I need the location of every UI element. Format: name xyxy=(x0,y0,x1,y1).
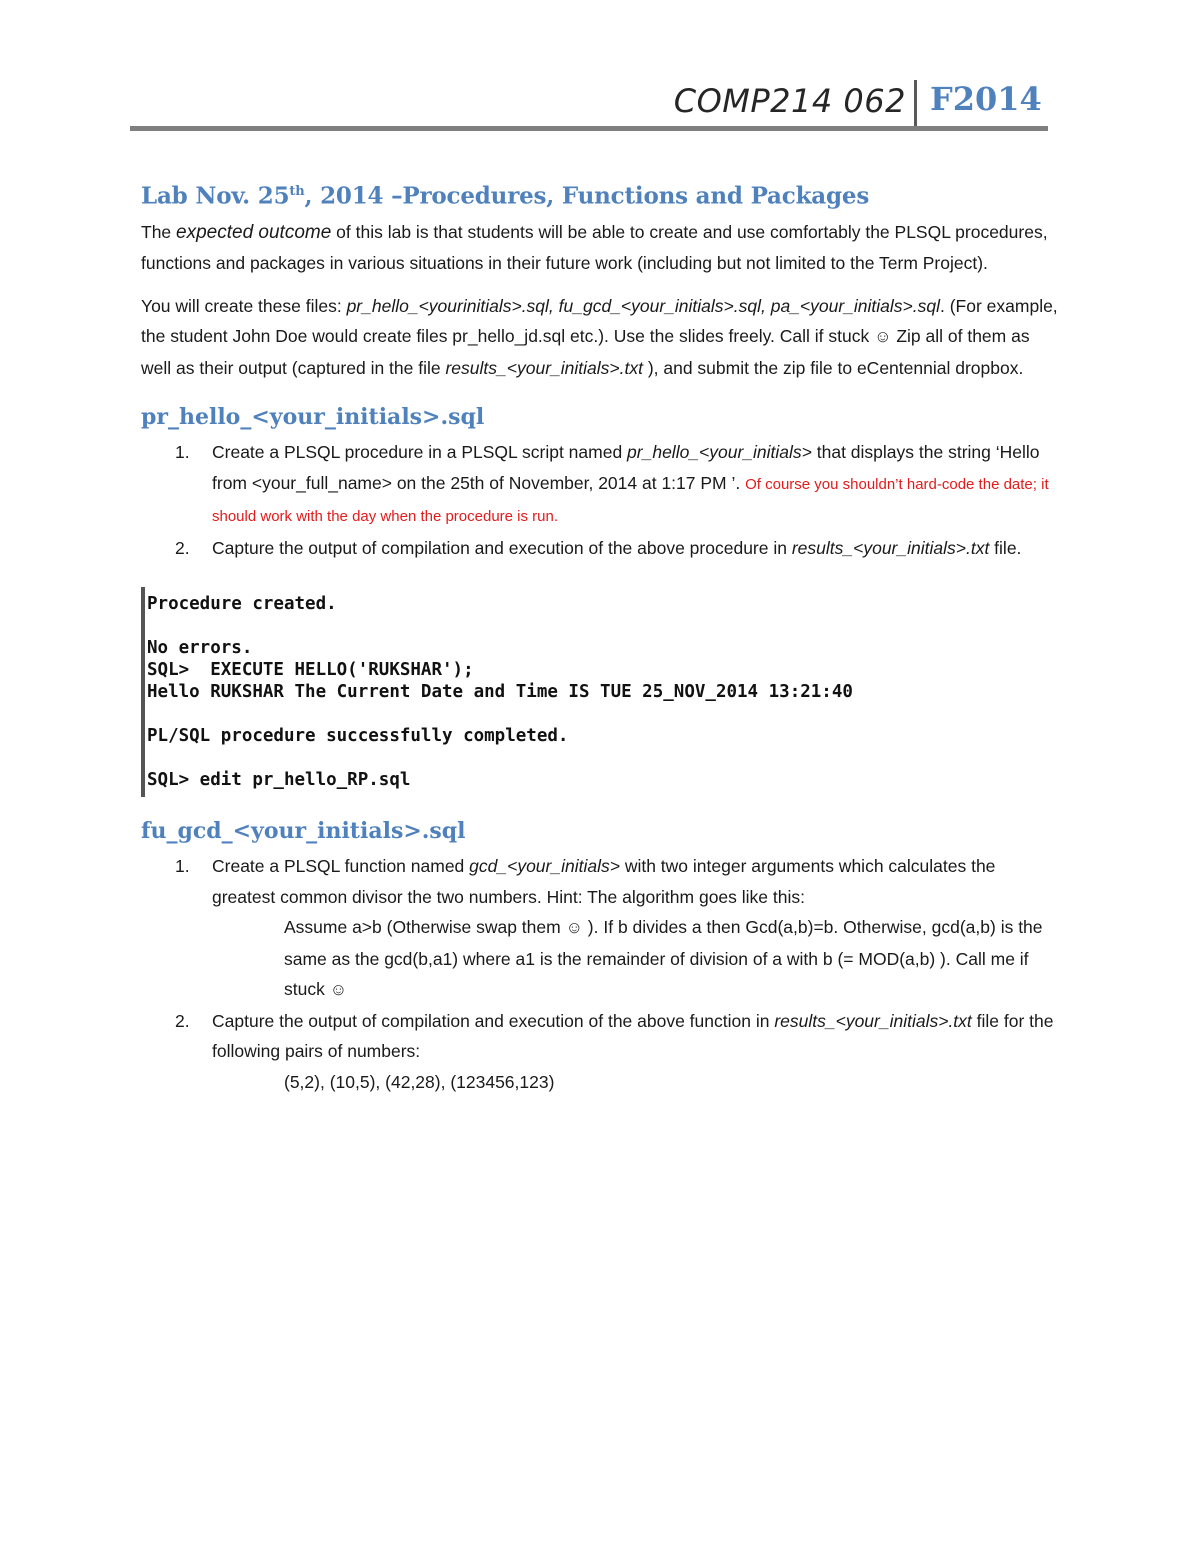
intro-paragraph-1 xyxy=(141,217,1061,279)
section-heading-pr-hello: pr_hello_<your_initials>.sql xyxy=(141,404,485,431)
list-number: 2. xyxy=(175,1010,190,1031)
smiley-icon: ☺ xyxy=(565,918,583,938)
title-prefix: Lab Nov. 25 xyxy=(141,182,290,210)
header-rule xyxy=(130,126,1048,131)
list-number: 2. xyxy=(175,537,190,558)
list-number: 1. xyxy=(175,442,190,463)
lab-title xyxy=(141,172,1061,217)
list-item xyxy=(141,1006,1061,1098)
results-file-name: results_<your_initials>.txt xyxy=(445,357,643,378)
title-sup: th xyxy=(289,184,305,199)
sql-output-text: Procedure created. No errors. SQL> EXECUTE HELLO('RUKSHAR'); Hello RUKSHAR The Current Date and Time IS TUE 25_NOV_2014 13:21:40 PL/SQL procedure successfully completed. SQL> edit pr_hello_RP.sql xyxy=(147,594,853,791)
step-emphasis: pr_hello_<your_initials> xyxy=(627,442,812,463)
hint-text: Assume a>b (Otherwise swap them xyxy=(284,917,566,938)
file-list: pr_hello_<yourinitials>.sql, fu_gcd_<your_initials>.sql, pa_<your_initials>.sql xyxy=(346,295,940,316)
step-text: file for the following pairs of numbers: xyxy=(212,1010,1054,1062)
document-body xyxy=(141,172,1061,1097)
step-text: Create a PLSQL procedure in a PLSQL script named xyxy=(212,442,628,463)
intro-paragraph-2 xyxy=(141,291,1061,384)
step-text: with two integer arguments which calculates the greatest common divisor the two numbers. Hint: The algorithm goes like this: xyxy=(212,856,996,907)
intro-text: Zip all of them as well as their output (captured in the file xyxy=(141,326,1030,378)
step-text: Capture the output of compilation and execution of the above procedure in xyxy=(212,537,792,558)
section2-steps xyxy=(141,851,1061,1097)
list-item xyxy=(141,851,1061,1006)
step-emphasis: gcd_<your_initials> xyxy=(469,856,620,877)
course-code: COMP214 062 xyxy=(673,82,906,120)
intro-text: The xyxy=(141,221,177,242)
intro-text: ), and submit the zip file to eCentennial dropbox. xyxy=(642,357,1024,378)
list-item xyxy=(141,437,1061,533)
page-header xyxy=(130,78,1048,132)
step-emphasis: results_<your_initials>.txt xyxy=(791,537,990,558)
intro-text: You will create these files: xyxy=(141,295,347,316)
sql-output-block xyxy=(141,587,1061,797)
hint-text: ). If b divides a then Gcd(a,b)=b. Otherwise, gcd(a,b) is the same as the gcd(b,a1) where a1 is the remainder of division of a with b (= MOD(a,b) ). Call me if stuck xyxy=(284,917,1043,1000)
list-number: 1. xyxy=(175,856,190,877)
algorithm-hint xyxy=(212,912,1061,1006)
intro-emphasis: expected outcome xyxy=(176,221,332,243)
smiley-icon: ☺ xyxy=(874,327,892,347)
step-text: Create a PLSQL function named xyxy=(212,856,470,877)
section-heading-fu-gcd: fu_gcd_<your_initials>.sql xyxy=(141,818,466,845)
intro-text: . (For example, the student John Doe would create files pr_hello_jd.sql etc.). Use the slides freely. Call if stuck xyxy=(141,295,1058,347)
intro-text: of this lab is that students will be able to create and use comfortably the PLSQL procedures, functions and packages in various situations in their future work (including but not limited to the Term Project). xyxy=(141,221,1048,274)
smiley-icon: ☺ xyxy=(329,980,348,1000)
step-text: that displays the string ‘Hello from <your_full_name> on the 25th of November, 2014 at 1:17 PM ’. xyxy=(212,442,1040,493)
warning-note: Of course you shouldn’t hard-code the date; it should work with the day when the procedure is run. xyxy=(212,475,1049,526)
step-text: Capture the output of compilation and execution of the above function in xyxy=(212,1010,775,1031)
header-divider xyxy=(914,80,917,128)
number-pairs: (5,2), (10,5), (42,28), (123456,123) xyxy=(284,1071,555,1092)
list-item xyxy=(141,533,1061,564)
step-emphasis: results_<your_initials>.txt xyxy=(774,1010,972,1031)
section1-steps xyxy=(141,437,1061,563)
step-text: file. xyxy=(989,537,1022,558)
term-label: F2014 xyxy=(930,80,1042,118)
title-suffix: , 2014 –Procedures, Functions and Packages xyxy=(304,182,870,210)
